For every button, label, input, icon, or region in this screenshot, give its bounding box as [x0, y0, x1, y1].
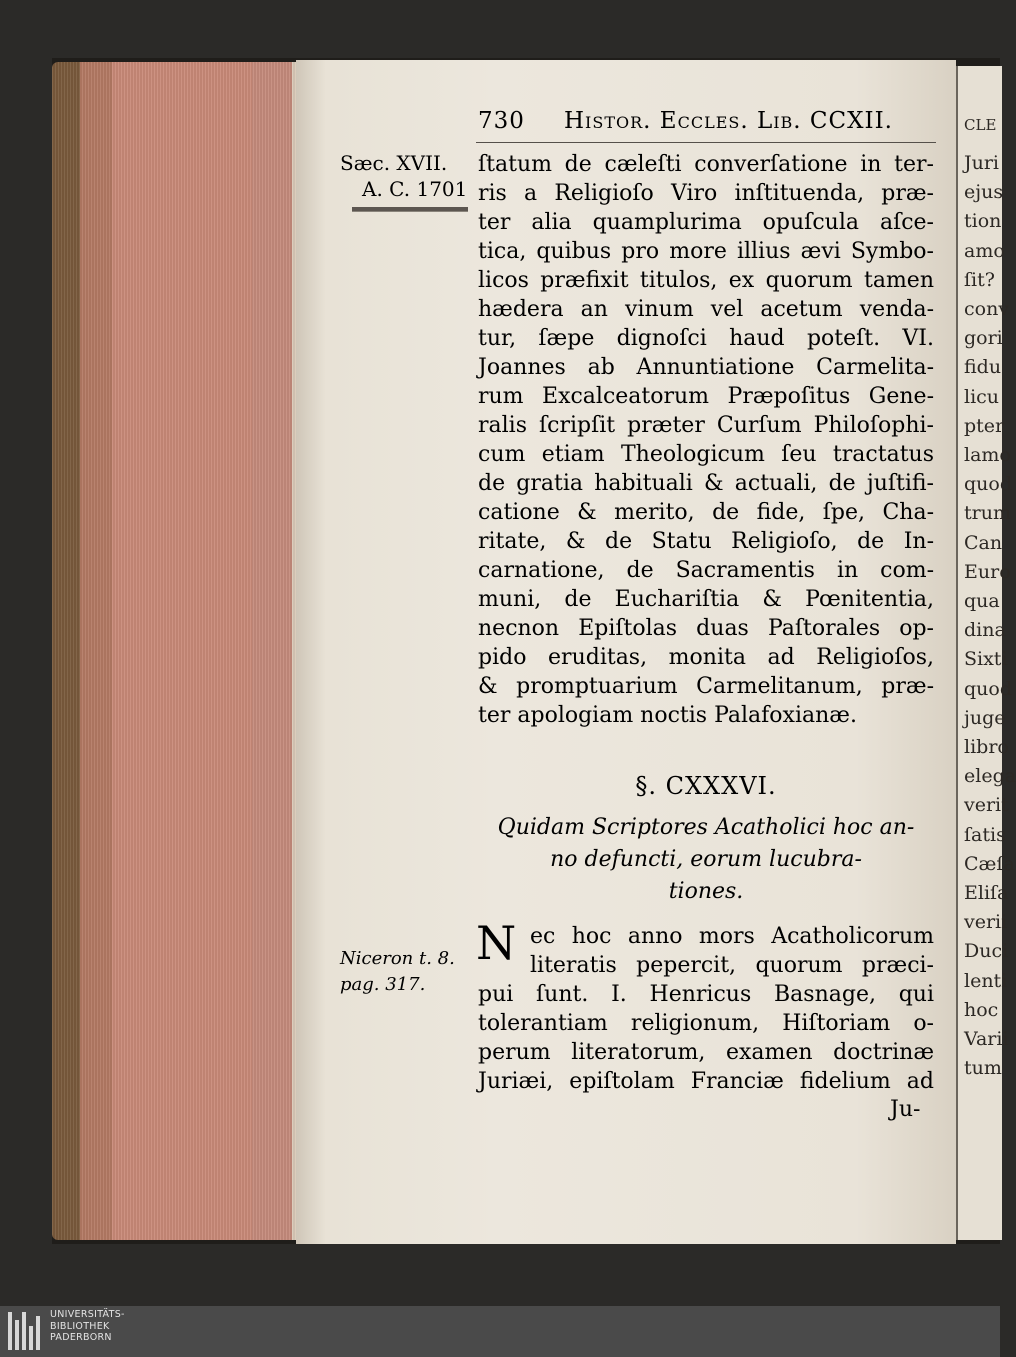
- heading-line: no defuncti, eorum lucubra-: [550, 847, 862, 872]
- next-page-word: juge: [964, 706, 1006, 729]
- next-page-word: fidu: [964, 356, 1002, 379]
- page-number: 730: [478, 108, 525, 134]
- next-page-word: Juri: [964, 152, 1000, 174]
- text-line: perum literatorum, examen doctrinæ: [478, 1040, 934, 1065]
- next-page-word: hoc: [964, 998, 999, 1021]
- next-page-word: tion: [964, 210, 1002, 233]
- text-line: necnon Epiſtolas duas Paſtorales op-: [478, 616, 934, 641]
- section-heading: [478, 812, 934, 908]
- next-page-word: Sixti: [964, 648, 1008, 671]
- text-line: Juriæi, epiſtolam Franciæ fidelium ad: [478, 1069, 934, 1094]
- next-page-word: lenti: [964, 969, 1008, 992]
- margin-year: A. C. 1701: [362, 177, 468, 201]
- next-page-word: quod: [964, 677, 1013, 700]
- text-line: carnatione, de Sacramentis in com-: [478, 558, 934, 583]
- text-line: pui ſunt. I. Henricus Basnage, qui: [478, 982, 934, 1007]
- next-page-word: quod: [964, 473, 1013, 496]
- text-line: tica, quibus pro more illius ævi Symbo-: [478, 239, 934, 264]
- text-line: pido eruditas, monita ad Religioſos,: [478, 645, 934, 670]
- next-page-word: amo: [964, 239, 1005, 262]
- text-line: & promptuarium Carmelitanum, præ-: [478, 674, 934, 699]
- next-page-fragment: [956, 66, 1016, 1240]
- next-page-word: conv: [964, 298, 1010, 320]
- margin-century: Sæc. XVII.: [340, 151, 448, 175]
- text-line: ſtatum de cæleſti converſatione in ter-: [478, 152, 934, 177]
- margin-citation-1: Niceron t. 8.: [340, 948, 455, 969]
- text-line: tur, ſæpe dignoſci haud poteſt. VI.: [478, 326, 934, 351]
- next-page-word: CLE: [964, 116, 997, 134]
- drop-cap: N: [476, 916, 517, 970]
- text-line: ralis ſcripſit præter Curſum Philoſophi-: [478, 413, 934, 438]
- next-page-word: Varii: [964, 1028, 1009, 1050]
- text-line: hædera an vinum vel acetum venda-: [478, 297, 934, 322]
- next-page-word: trum: [964, 502, 1011, 525]
- next-page-word: Eliſa: [964, 882, 1009, 904]
- text-line: muni, de Euchariſtia & Pœnitentia,: [478, 587, 934, 612]
- next-page-word: Can: [964, 531, 1003, 554]
- next-page-word: Duci: [964, 940, 1009, 963]
- text-line: Joannes ab Annuntiatione Carmelita-: [478, 355, 934, 380]
- text-line: ter alia quamplurima opuſcula aſce-: [478, 210, 934, 235]
- heading-line: Quidam Scriptores Acatholici hoc an-: [497, 815, 915, 840]
- section-number: §. CXXXVI.: [635, 772, 777, 800]
- text-line: literatis pepercit, quorum præci-: [530, 953, 934, 978]
- text-line: ter apologiam noctis Palafoxianæ.: [478, 703, 857, 728]
- next-page-word: libro: [964, 736, 1009, 758]
- library-logo-text: UNIVERSITÄTS- BIBLIOTHEK PADERBORN: [50, 1309, 125, 1343]
- footer-bar: [0, 1306, 1000, 1357]
- text-line: ec hoc anno mors Acatholicorum: [530, 924, 934, 949]
- text-line: rum Excalceatorum Præpoſitus Gene-: [478, 384, 934, 409]
- running-title: Histor. Eccles. Lib. CCXII.: [564, 108, 893, 134]
- next-page-word: tum: [964, 1057, 1002, 1080]
- section-text: [476, 916, 934, 1096]
- main-text: [478, 150, 934, 730]
- next-page-word: Euro: [964, 560, 1011, 583]
- catchword: Ju-: [890, 1097, 921, 1122]
- page-edges: [52, 62, 302, 1240]
- next-page-word: Cæſa: [964, 852, 1015, 875]
- margin-underline: [352, 207, 468, 212]
- next-page-word: ſit?: [964, 268, 995, 291]
- text-line: cum etiam Theologicum ſeu tractatus: [478, 442, 934, 467]
- text-line: tolerantiam religionum, Hiſtoriam o-: [478, 1011, 934, 1036]
- text-line: licos præfixit titulos, ex quorum tamen: [478, 268, 934, 293]
- header-rule: [476, 142, 936, 143]
- text-line: de gratia habituali & actuali, de juſtifi-: [478, 471, 934, 496]
- next-page-word: qua: [964, 590, 1000, 612]
- next-page-word: dina: [964, 619, 1006, 642]
- next-page-word: lamo: [964, 444, 1011, 466]
- next-page-word: elega: [964, 765, 1016, 788]
- next-page-word: verit: [964, 794, 1009, 817]
- library-logo-icon: [8, 1312, 40, 1350]
- margin-citation-2: pag. 317.: [340, 974, 426, 995]
- next-page-word: ejus: [964, 181, 1004, 204]
- heading-line: tiones.: [668, 879, 744, 904]
- running-header: [478, 108, 938, 140]
- next-page-word: verii: [964, 911, 1008, 934]
- next-page-word: gori: [964, 327, 1003, 350]
- next-page-word: pter: [964, 414, 1005, 437]
- next-page-word: ſatis: [964, 823, 1006, 846]
- text-line: ris a Religioſo Viro inſtituenda, præ-: [478, 181, 934, 206]
- text-line: catione & merito, de fide, ſpe, Cha-: [478, 500, 934, 525]
- next-page-word: licu: [964, 385, 1000, 408]
- text-line: ritate, & de Statu Religioſo, de In-: [478, 529, 934, 554]
